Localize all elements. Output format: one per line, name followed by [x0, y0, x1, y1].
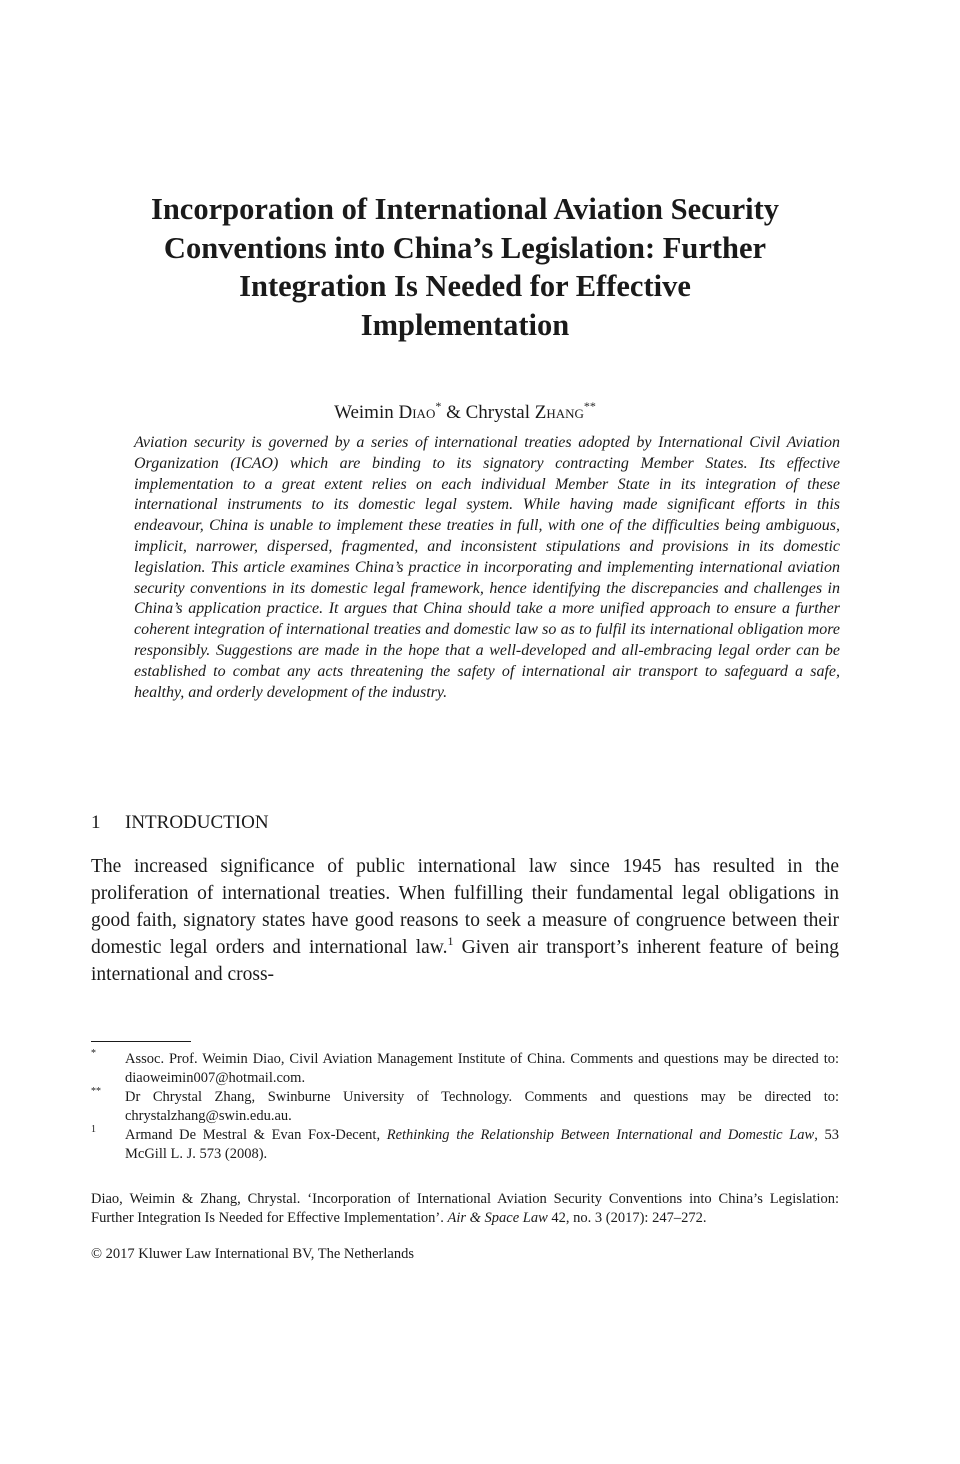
footnote-mark: *: [91, 1048, 96, 1059]
footnote-text: Dr Chrystal Zhang, Swinburne University of Technology. Comments and questions may be directed to: chrystalzhang@swin.edu.au.: [125, 1089, 839, 1124]
copyright: © 2017 Kluwer Law International BV, The Netherlands: [91, 1246, 414, 1262]
footnote-rule: [91, 1041, 191, 1042]
section-number: 1: [91, 812, 101, 833]
footnote: [91, 1050, 839, 1088]
author-footnote-mark[interactable]: *: [435, 399, 442, 413]
footnote-reference[interactable]: 1: [447, 934, 454, 948]
title-line: Integration Is Needed for Effective: [239, 269, 691, 303]
abstract: Aviation security is governed by a series of international treaties adopted by International Civil Aviation Organization (ICAO) which are binding to its signatory contracting Member States. Its effective implementation to a great extent relies on each individual Member State in its integration of these international instruments to its domestic legal system. While having made significant efforts in this endeavour, China is unable to implement these treaties in full, with one of the difficulties being ambiguous, implicit, narrower, dispersed, fragmented, and inconsistent stipulations and provisions in its domestic legislation. This article examines China’s practice in incorporating and implementing international aviation security conventions in its domestic legal framework, hence identifying the discrepancies and challenges in China’s application practice. It argues that China should take a more unified approach to ensure a further coherent integration of international treaties and domestic law so as to fulfil its international obligation more responsibly. Suggestions are made in the hope that a well-developed and all-embracing legal order can be established to combat any acts threatening the safety of international air transport to safeguard a safe, healthy, and orderly development of the industry.: [134, 434, 840, 701]
article-title: [92, 190, 838, 344]
footnote-mark: **: [91, 1086, 101, 1097]
title-line: Implementation: [360, 307, 570, 342]
journal-name: Air & Space Law: [447, 1210, 548, 1226]
footnote-text: Armand De Mestral & Evan Fox-Decent,: [125, 1127, 387, 1143]
author-line: [92, 400, 838, 426]
footnotes: [91, 1050, 839, 1164]
author-family-name: Diao: [398, 402, 436, 423]
author-joiner: &: [446, 402, 461, 423]
author-family-name: Zhang: [534, 402, 584, 423]
title-line: Conventions into China’s Legislation: Further: [163, 230, 767, 265]
footnote-cited-title: Rethinking the Relationship Between International and Domestic Law: [386, 1127, 815, 1143]
body-text: The increased significance of public international law since 1945 has resulted in the proliferation of international treaties. When fulfilling their fundamental legal obligations in good faith, signatory states have good reasons to seek a measure of congruence between their domestic legal orders and international law.: [91, 856, 839, 958]
body-paragraph: [91, 853, 839, 988]
section-heading: [91, 810, 839, 836]
citation-text: Diao, Weimin & Zhang, Chrystal. ‘Incorporation of International Aviation Security Conventions into China’s Legislation: Further Integration Is Needed for Effective Implementation’.: [91, 1191, 839, 1226]
body-text: Given air transport’s inherent feature of being international and cross-: [91, 937, 839, 985]
footnote: [91, 1088, 839, 1126]
author-footnote-mark[interactable]: **: [583, 399, 596, 413]
footnote-text: Assoc. Prof. Weimin Diao, Civil Aviation Management Institute of China. Comments and questions may be directed to: diaoweimin007@hotmail.com.: [125, 1051, 839, 1086]
footnote: [91, 1126, 839, 1164]
section-title: INTRODUCTION: [125, 812, 269, 833]
author-given-name: Chrystal: [465, 402, 530, 423]
title-line: Incorporation of International Aviation Security: [150, 192, 780, 226]
citation-text: 42, no. 3 (2017): 247–272.: [547, 1210, 707, 1226]
footnote-mark: 1: [91, 1124, 96, 1135]
author-given-name: Weimin: [334, 402, 394, 423]
footnote-text: , 53 McGill L. J. 573 (2008).: [125, 1127, 839, 1162]
citation: [91, 1190, 839, 1228]
